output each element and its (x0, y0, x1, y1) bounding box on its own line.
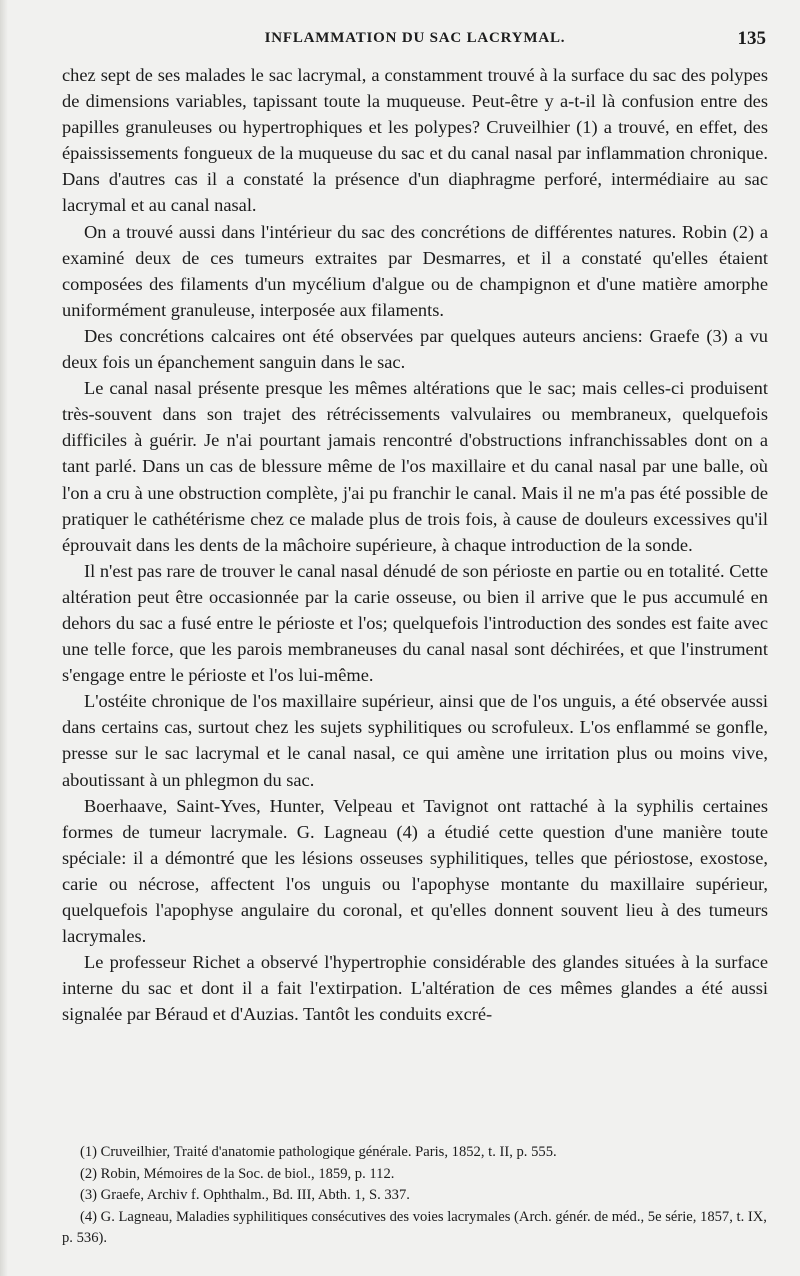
paragraph: Des concrétions calcaires ont été observées par quelques auteurs anciens: Graefe (3) a vu deux fois un épanchement sanguin dans le sac. (62, 325, 768, 373)
page-number: 135 (737, 28, 766, 49)
paragraph: On a trouvé aussi dans l'intérieur du sac des concrétions de différentes natures. Robin (2) a examiné deux de ces tumeurs extraites par Desmarres, et il a constaté qu'elles étaient composées des filaments d'un mycélium d'algue ou de champignon et d'une matière amorphe uniformément granuleuse, interposée aux filaments. (62, 221, 768, 320)
footnote: (1) Cruveilhier, Traité d'anatomie pathologique générale. Paris, 1852, t. II, p. 555. (80, 1144, 557, 1160)
body-text (62, 62, 768, 1027)
page-header (62, 30, 768, 56)
footnote: (2) Robin, Mémoires de la Soc. de biol., 1859, p. 112. (80, 1165, 395, 1182)
paragraph: chez sept de ses malades le sac lacrymal, a constamment trouvé à la surface du sac des polypes de dimensions variables, tapissant toute la muqueuse. Peut-être y a-t-il là confusion entre des papilles granuleuses ou hypertrophiques et les polypes? Cruveilhier (1) a trouvé, en effet, des épaississements fongueux de la muqueuse du sac et du canal nasal par inflammation chronique. Dans d'autres cas il a constaté la présence d'un diaphragme perforé, intermédiaire au sac lacrymal et au canal nasal. (62, 65, 768, 216)
footnote: (4) G. Lagneau, Maladies syphilitiques consécutives des voies lacrymales (Arch. génér. de méd., 5e série, 1857, t. IX, p. 536). (62, 1208, 767, 1246)
paragraph: L'ostéite chronique de l'os maxillaire supérieur, ainsi que de l'os unguis, a été observée aussi dans certains cas, surtout chez les sujets syphilitiques ou scrofuleux. L'os enflammé se gonfle, presse sur le sac lacrymal et le canal nasal, ce qui amène une irritation plus ou moins vive, aboutissant à un phlegmon du sac. (62, 691, 768, 790)
paragraph: Il n'est pas rare de trouver le canal nasal dénudé de son périoste en partie ou en totalité. Cette altération peut être occasionnée par la carie osseuse, ou bien il arrive que le pus accumulé en dehors du sac a fusé entre le périoste et l'os; quelquefois l'introduction des sondes est faite avec une telle force, que les parois membraneuses du canal nasal sont déchirées, et que l'instrument s'engage entre le périoste et l'os lui-même. (62, 560, 769, 686)
footnote: (3) Graefe, Archiv f. Ophthalm., Bd. III, Abth. 1, S. 337. (80, 1187, 410, 1203)
paragraph: Le professeur Richet a observé l'hypertrophie considérable des glandes situées à la surface interne du sac et dont il a fait l'extirpation. L'altération de ces mêmes glandes a été aussi signalée par Béraud et d'Auzias. Tantôt les conduits excré- (62, 952, 768, 1025)
paragraph: Le canal nasal présente presque les mêmes altérations que le sac; mais celles-ci produisent très-souvent dans son trajet des rétrécissements valvulaires ou membraneux, quelquefois difficiles à guérir. Je n'ai pourtant jamais rencontré d'obstructions infranchissables dont on a tant parlé. Dans un cas de blessure même de l'os maxillaire et du canal nasal par une balle, où l'on a cru à une obstruction complète, j'ai pu franchir le canal. Mais il ne m'a pas été possible de pratiquer le cathétérisme chez ce malade plus de trois fois, à cause de douleurs excessives qu'il éprouvait dans les dents de la mâchoire supérieure, à chaque introduction de la sonde. (62, 378, 768, 555)
paragraph: Boerhaave, Saint-Yves, Hunter, Velpeau et Tavignot ont rattaché à la syphilis certaines formes de tumeur lacrymale. G. Lagneau (4) a étudié cette question d'une manière toute spéciale: il a démontré que les lésions osseuses syphilitiques, telles que périostose, exostose, carie ou nécrose, affectent l'os unguis ou l'apophyse montante du maxillaire supérieur, quelquefois l'apophyse angulaire du coronal, et qu'elles donnent souvent lieu à des tumeurs lacrymales. (62, 795, 768, 947)
page-gutter-shadow (0, 0, 8, 1276)
running-title: INFLAMMATION DU SAC LACRYMAL. (264, 30, 566, 46)
footnotes (62, 1142, 768, 1250)
